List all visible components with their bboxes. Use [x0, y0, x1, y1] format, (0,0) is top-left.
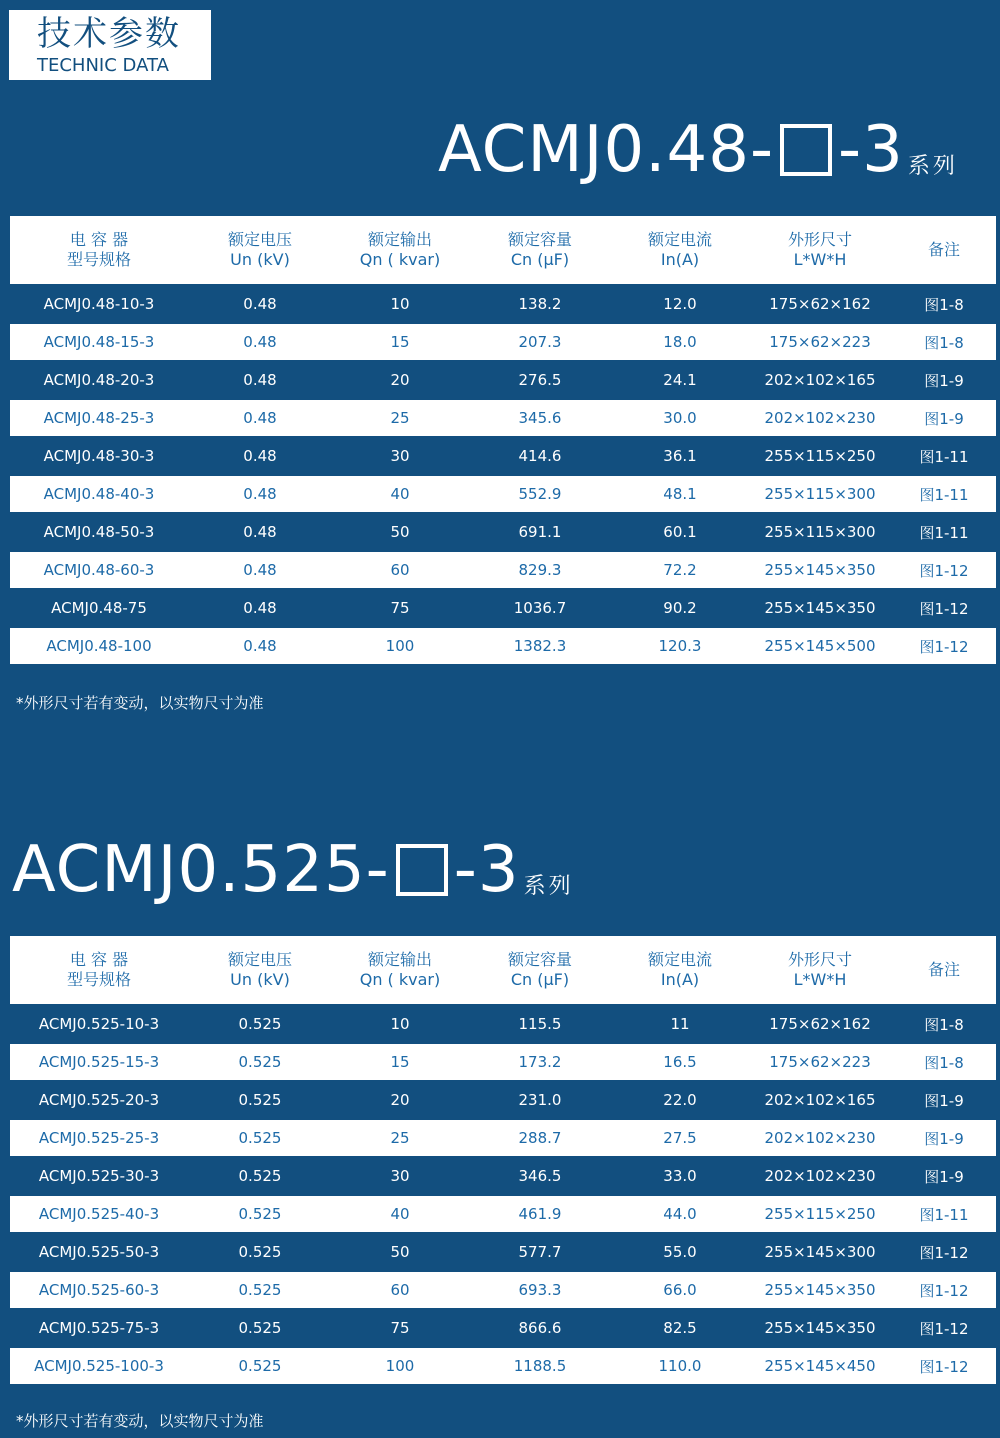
header-title-zh: 技术参数: [37, 14, 181, 54]
table-cell: 175×62×223: [748, 1044, 892, 1080]
column-header-line: 额定输出: [367, 950, 432, 969]
table-cell: 15: [332, 324, 468, 360]
table-cell: 图1-9: [892, 362, 996, 398]
table-cell: ACMJ0.48-40-3: [10, 476, 188, 512]
table-cell: 255×145×350: [748, 552, 892, 588]
table-cell: 0.525: [188, 1044, 332, 1080]
series-title-suffix: -3: [838, 113, 904, 187]
table-cell: 202×102×230: [748, 1120, 892, 1156]
table-cell: 255×145×300: [748, 1234, 892, 1270]
column-header-line: 额定电流: [647, 950, 712, 969]
column-header-line: 备注: [927, 960, 960, 979]
series-title-prefix: ACMJ0.525-: [12, 833, 390, 907]
table-cell: 55.0: [612, 1234, 748, 1270]
column-header-line: Cn (μF): [510, 970, 570, 989]
table-cell: 255×145×350: [748, 1272, 892, 1308]
column-header-line: 型号规格: [66, 250, 131, 269]
table-cell: 16.5: [612, 1044, 748, 1080]
table-cell: 20: [332, 1082, 468, 1118]
table-cell: 图1-12: [892, 628, 996, 664]
table-cell: ACMJ0.48-30-3: [10, 438, 188, 474]
column-header-line: 额定电流: [647, 230, 712, 249]
table-row: [10, 552, 996, 588]
column-header: [892, 216, 996, 284]
column-header: [10, 936, 188, 1004]
table-cell: 0.48: [188, 362, 332, 398]
table-cell: 82.5: [612, 1310, 748, 1346]
table-cell: 60: [332, 1272, 468, 1308]
table-cell: 图1-8: [892, 1044, 996, 1080]
table-cell: 346.5: [468, 1158, 612, 1194]
table-cell: 693.3: [468, 1272, 612, 1308]
table-row: [10, 514, 996, 550]
table-cell: 75: [332, 590, 468, 626]
section-header-badge: [9, 10, 211, 80]
table-cell: 202×102×230: [748, 400, 892, 436]
table-cell: 0.525: [188, 1120, 332, 1156]
table-cell: 图1-12: [892, 1272, 996, 1308]
table-cell: 110.0: [612, 1348, 748, 1384]
column-header-line: Un (kV): [230, 250, 290, 269]
table-cell: 175×62×162: [748, 286, 892, 322]
table-cell: 0.48: [188, 628, 332, 664]
table-cell: 1036.7: [468, 590, 612, 626]
column-header-line: 外形尺寸: [787, 230, 852, 249]
table-cell: 图1-9: [892, 1158, 996, 1194]
table-cell: 138.2: [468, 286, 612, 322]
table-row: [10, 1044, 996, 1080]
table-cell: 图1-9: [892, 1120, 996, 1156]
table-cell: ACMJ0.525-60-3: [10, 1272, 188, 1308]
column-header: [332, 216, 468, 284]
column-header: [188, 936, 332, 1004]
table-cell: 27.5: [612, 1120, 748, 1156]
table-cell: 202×102×165: [748, 362, 892, 398]
table-cell: ACMJ0.525-75-3: [10, 1310, 188, 1346]
table-cell: 0.525: [188, 1196, 332, 1232]
table-cell: 60: [332, 552, 468, 588]
table-row: [10, 1234, 996, 1270]
table-row: [10, 1120, 996, 1156]
table-cell: 202×102×230: [748, 1158, 892, 1194]
table-cell: 15: [332, 1044, 468, 1080]
table-cell: ACMJ0.48-75: [10, 590, 188, 626]
table-row: [10, 324, 996, 360]
column-header-line: 备注: [927, 240, 960, 259]
table-cell: 0.525: [188, 1348, 332, 1384]
placeholder-box-icon: [396, 844, 448, 896]
table-cell: 115.5: [468, 1006, 612, 1042]
table-cell: 图1-9: [892, 1082, 996, 1118]
table-cell: 691.1: [468, 514, 612, 550]
table-cell: 173.2: [468, 1044, 612, 1080]
table-cell: 图1-11: [892, 438, 996, 474]
column-header-line: 额定容量: [507, 950, 572, 969]
table-row: [10, 1082, 996, 1118]
table-row: [10, 1196, 996, 1232]
table-row: [10, 1348, 996, 1384]
table-cell: 207.3: [468, 324, 612, 360]
table-cell: 25: [332, 1120, 468, 1156]
table-cell: 66.0: [612, 1272, 748, 1308]
series-label: 系列: [523, 874, 574, 899]
table-cell: 0.48: [188, 476, 332, 512]
table-cell: 12.0: [612, 286, 748, 322]
table-cell: 100: [332, 628, 468, 664]
table-cell: 0.48: [188, 400, 332, 436]
table-cell: 10: [332, 286, 468, 322]
table-cell: 202×102×165: [748, 1082, 892, 1118]
column-header-line: L*W*H: [793, 250, 847, 269]
table-cell: 0.525: [188, 1006, 332, 1042]
column-header: [188, 216, 332, 284]
column-header-line: 外形尺寸: [787, 950, 852, 969]
table-cell: 11: [612, 1006, 748, 1042]
column-header-line: Un (kV): [230, 970, 290, 989]
column-header-line: In(A): [660, 970, 700, 989]
table-cell: 0.525: [188, 1234, 332, 1270]
column-header-line: 额定电压: [227, 230, 292, 249]
table-row: [10, 590, 996, 626]
table-cell: 231.0: [468, 1082, 612, 1118]
table-cell: ACMJ0.48-100: [10, 628, 188, 664]
dimension-note: *外形尺寸若有变动，以实物尺寸为准: [16, 694, 264, 712]
table-cell: 22.0: [612, 1082, 748, 1118]
series-title-0525: [12, 833, 574, 907]
table-cell: 0.48: [188, 552, 332, 588]
table-cell: ACMJ0.525-50-3: [10, 1234, 188, 1270]
table-cell: 0.48: [188, 324, 332, 360]
table-header-row: [10, 216, 996, 284]
series-label: 系列: [907, 154, 958, 179]
table-cell: 288.7: [468, 1120, 612, 1156]
table-cell: 图1-11: [892, 514, 996, 550]
column-header: [468, 216, 612, 284]
table-cell: 90.2: [612, 590, 748, 626]
table-cell: ACMJ0.525-15-3: [10, 1044, 188, 1080]
table-cell: ACMJ0.525-40-3: [10, 1196, 188, 1232]
dimension-note: *外形尺寸若有变动，以实物尺寸为准: [16, 1412, 264, 1430]
spec-table-0525: [10, 936, 996, 1384]
table-cell: 30: [332, 1158, 468, 1194]
table-cell: 461.9: [468, 1196, 612, 1232]
table-cell: 414.6: [468, 438, 612, 474]
table-cell: 0.48: [188, 286, 332, 322]
table-cell: 0.525: [188, 1310, 332, 1346]
table-cell: 0.48: [188, 514, 332, 550]
table-cell: 0.525: [188, 1272, 332, 1308]
column-header: [468, 936, 612, 1004]
column-header-line: L*W*H: [793, 970, 847, 989]
table-cell: 图1-12: [892, 1234, 996, 1270]
table-cell: 255×115×250: [748, 438, 892, 474]
column-header-line: 电 容 器: [69, 230, 129, 249]
table-cell: 255×115×300: [748, 476, 892, 512]
table-cell: 图1-12: [892, 552, 996, 588]
table-cell: 345.6: [468, 400, 612, 436]
table-cell: 552.9: [468, 476, 612, 512]
column-header: [892, 936, 996, 1004]
table-cell: 255×145×350: [748, 1310, 892, 1346]
table-cell: 175×62×162: [748, 1006, 892, 1042]
table-cell: 图1-8: [892, 324, 996, 360]
table-cell: 50: [332, 514, 468, 550]
table-cell: 图1-11: [892, 476, 996, 512]
table-cell: 48.1: [612, 476, 748, 512]
table-cell: ACMJ0.48-25-3: [10, 400, 188, 436]
table-cell: ACMJ0.48-50-3: [10, 514, 188, 550]
table-cell: 44.0: [612, 1196, 748, 1232]
table-cell: 图1-12: [892, 590, 996, 626]
table-cell: 0.525: [188, 1158, 332, 1194]
table-cell: 1188.5: [468, 1348, 612, 1384]
table-cell: 图1-12: [892, 1348, 996, 1384]
series-title-prefix: ACMJ0.48-: [438, 113, 775, 187]
table-cell: 1382.3: [468, 628, 612, 664]
table-cell: 0.48: [188, 590, 332, 626]
table-cell: 255×115×250: [748, 1196, 892, 1232]
column-header-line: 电 容 器: [69, 950, 129, 969]
table-row: [10, 628, 996, 664]
series-title-suffix: -3: [453, 833, 520, 907]
table-row: [10, 1310, 996, 1346]
table-cell: 30.0: [612, 400, 748, 436]
table-cell: 577.7: [468, 1234, 612, 1270]
table-cell: 33.0: [612, 1158, 748, 1194]
table-cell: 175×62×223: [748, 324, 892, 360]
table-cell: 30: [332, 438, 468, 474]
spec-table-048: [10, 216, 996, 664]
table-cell: 72.2: [612, 552, 748, 588]
series-title-048: [438, 113, 958, 187]
column-header-line: 额定输出: [367, 230, 432, 249]
column-header: [748, 936, 892, 1004]
table-row: [10, 286, 996, 322]
table-cell: 图1-12: [892, 1310, 996, 1346]
column-header-line: 额定容量: [507, 230, 572, 249]
table-cell: 50: [332, 1234, 468, 1270]
table-cell: ACMJ0.48-20-3: [10, 362, 188, 398]
table-cell: 10: [332, 1006, 468, 1042]
table-cell: 图1-11: [892, 1196, 996, 1232]
table-cell: 20: [332, 362, 468, 398]
column-header-line: Qn ( kvar): [359, 970, 441, 989]
table-cell: 255×145×450: [748, 1348, 892, 1384]
table-cell: 100: [332, 1348, 468, 1384]
table-cell: ACMJ0.525-20-3: [10, 1082, 188, 1118]
table-row: [10, 476, 996, 512]
table-cell: 866.6: [468, 1310, 612, 1346]
table-cell: 图1-8: [892, 286, 996, 322]
table-cell: ACMJ0.48-15-3: [10, 324, 188, 360]
table-cell: 60.1: [612, 514, 748, 550]
table-cell: 24.1: [612, 362, 748, 398]
table-cell: 40: [332, 476, 468, 512]
table-row: [10, 438, 996, 474]
table-cell: 0.48: [188, 438, 332, 474]
table-cell: ACMJ0.48-60-3: [10, 552, 188, 588]
table-header-row: [10, 936, 996, 1004]
column-header-line: Qn ( kvar): [359, 250, 441, 269]
column-header-line: 额定电压: [227, 950, 292, 969]
column-header-line: 型号规格: [66, 970, 131, 989]
table-cell: ACMJ0.48-10-3: [10, 286, 188, 322]
table-row: [10, 1006, 996, 1042]
header-title-en: TECHNIC DATA: [37, 55, 169, 76]
table-cell: 图1-9: [892, 400, 996, 436]
column-header: [612, 216, 748, 284]
table-cell: 图1-8: [892, 1006, 996, 1042]
column-header: [332, 936, 468, 1004]
column-header: [10, 216, 188, 284]
table-cell: 255×145×350: [748, 590, 892, 626]
table-cell: 25: [332, 400, 468, 436]
table-cell: ACMJ0.525-25-3: [10, 1120, 188, 1156]
table-cell: ACMJ0.525-30-3: [10, 1158, 188, 1194]
column-header-line: In(A): [660, 250, 700, 269]
table-cell: 0.525: [188, 1082, 332, 1118]
column-header: [748, 216, 892, 284]
table-cell: 255×115×300: [748, 514, 892, 550]
table-cell: 36.1: [612, 438, 748, 474]
table-row: [10, 362, 996, 398]
column-header-line: Cn (μF): [510, 250, 570, 269]
column-header: [612, 936, 748, 1004]
placeholder-box-icon: [780, 124, 832, 176]
table-cell: 276.5: [468, 362, 612, 398]
table-cell: 120.3: [612, 628, 748, 664]
table-cell: 75: [332, 1310, 468, 1346]
table-row: [10, 1272, 996, 1308]
table-cell: ACMJ0.525-100-3: [10, 1348, 188, 1384]
table-cell: ACMJ0.525-10-3: [10, 1006, 188, 1042]
table-cell: 255×145×500: [748, 628, 892, 664]
table-cell: 40: [332, 1196, 468, 1232]
table-row: [10, 400, 996, 436]
table-cell: 18.0: [612, 324, 748, 360]
table-cell: 829.3: [468, 552, 612, 588]
table-row: [10, 1158, 996, 1194]
